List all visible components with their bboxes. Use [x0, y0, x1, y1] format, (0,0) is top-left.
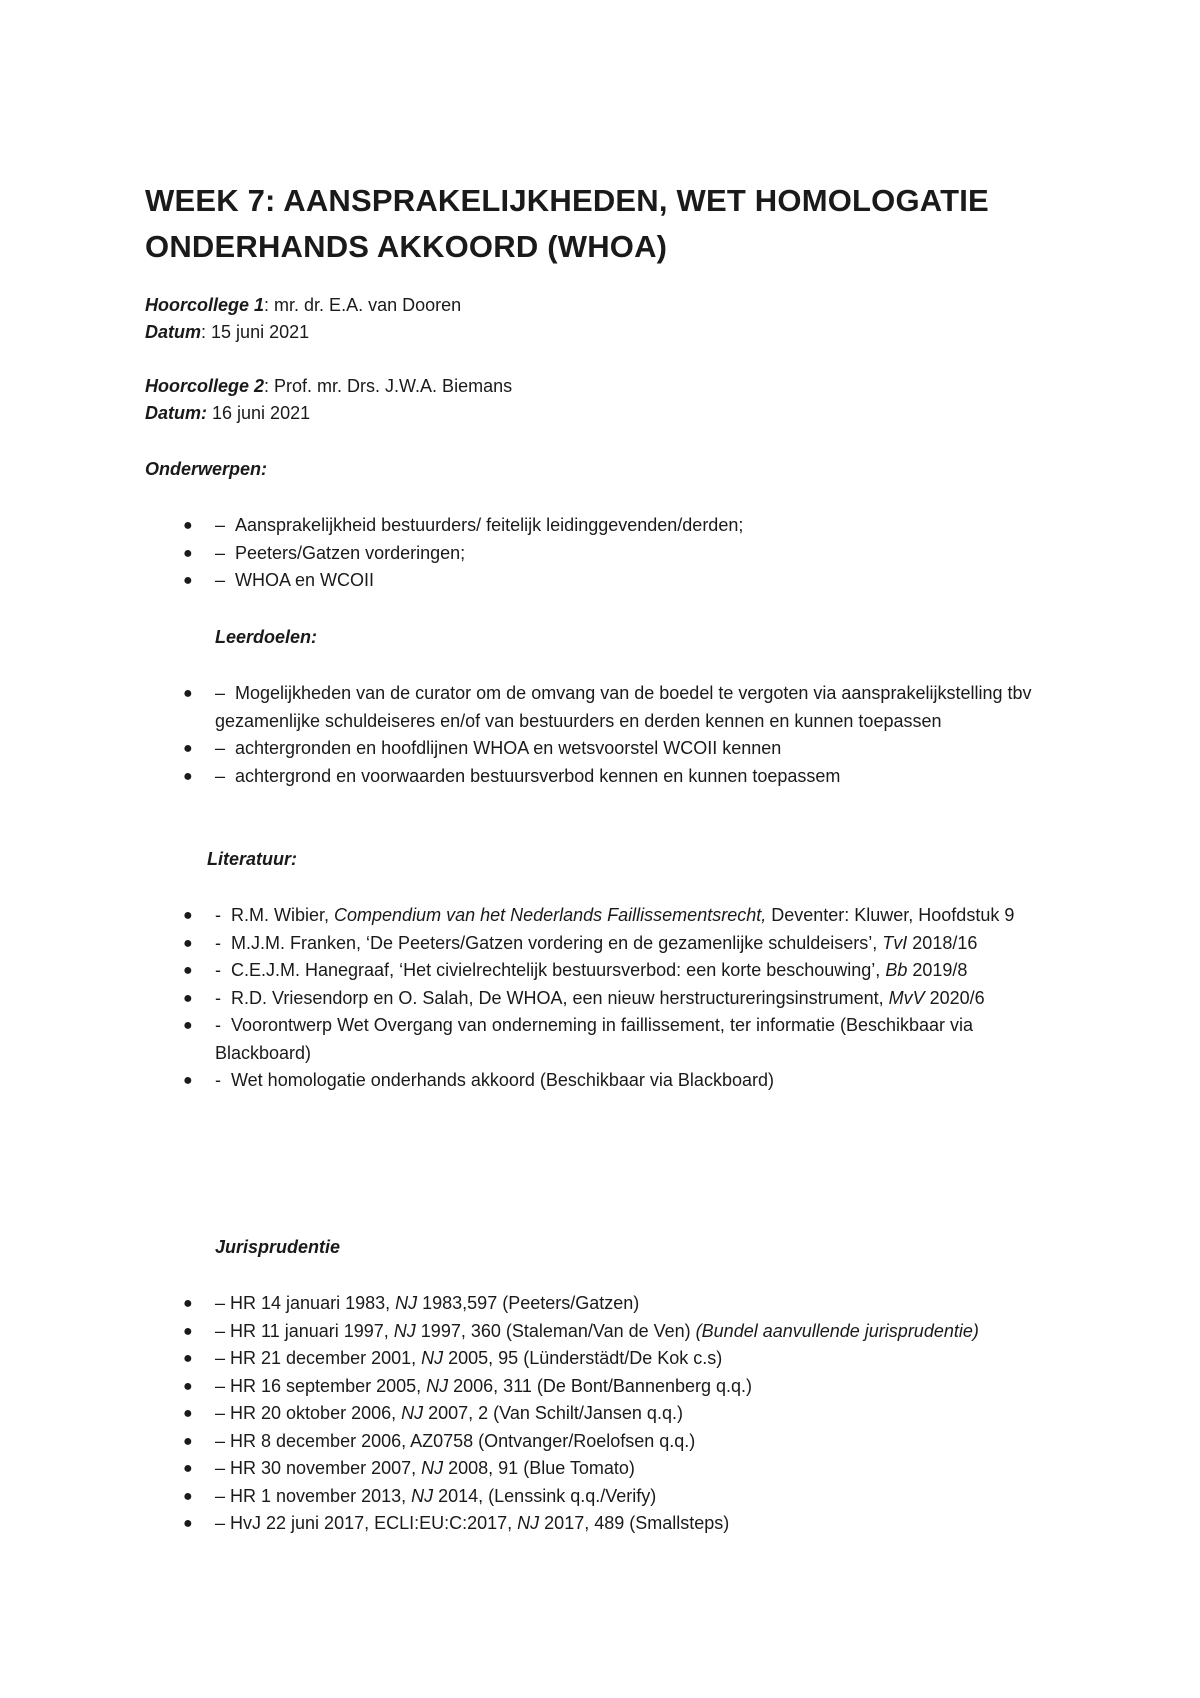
lecture-2-line: Hoorcollege 2: Prof. mr. Drs. J.W.A. Biemans	[145, 376, 513, 396]
bullet-icon: ●	[183, 1432, 193, 1450]
bullet-icon: ●	[183, 517, 193, 534]
lecture-1-line: Hoorcollege 1: mr. dr. E.A. van Dooren	[145, 295, 462, 315]
lecture-1-label: Hoorcollege 1	[145, 295, 265, 315]
leerdoelen-heading: Leerdoelen:	[215, 627, 318, 647]
bullet-icon: ●	[183, 1295, 193, 1312]
list-item: ● – achtergrond en voorwaarden bestuursverbod kennen en kunnen toepassem	[0, 763, 1060, 791]
bullet-icon: ●	[183, 685, 193, 702]
bullet-icon: ●	[183, 572, 193, 589]
literatuur-list	[0, 902, 1060, 1095]
bullet-icon: ●	[183, 740, 193, 757]
bullet-icon: ●	[183, 962, 193, 979]
bullet-icon: ●	[183, 1350, 193, 1367]
bullet-icon: ●	[183, 1322, 193, 1340]
bullet-icon: ●	[183, 989, 193, 1007]
bullet-icon: ●	[183, 1017, 193, 1034]
bullet-icon: ●	[183, 907, 193, 924]
bullet-icon: ●	[183, 1405, 193, 1422]
list-item: ● - R.D. Vriesendorp en O. Salah, De WHOA, een nieuw herstructureringsinstrument, MvV 2020/6	[0, 985, 1060, 1013]
list-item: ● – HR 16 september 2005, NJ 2006, 311 (De Bont/Bannenberg q.q.)	[0, 1373, 1060, 1401]
list-item: ● – HR 20 oktober 2006, NJ 2007, 2 (Van Schilt/Jansen q.q.)	[0, 1400, 1060, 1428]
bullet-icon: ●	[183, 1377, 193, 1395]
lecture-1-lecturer: mr. dr. E.A. van Dooren	[274, 295, 462, 315]
leerdoelen-list	[0, 680, 1060, 790]
list-item: ● – HR 30 november 2007, NJ 2008, 91 (Blue Tomato)	[0, 1455, 1060, 1483]
list-item: ● - R.M. Wibier, Compendium van het Nederlands Faillissementsrecht, Deventer: Kluwer, Hoofdstuk 9	[0, 902, 1060, 930]
list-item: ● – HR 8 december 2006, AZ0758 (Ontvanger/Roelofsen q.q.)	[0, 1428, 1060, 1456]
list-item: ● – HR 1 november 2013, NJ 2014, (Lenssink q.q./Verify)	[0, 1483, 1060, 1511]
lecture-2-date: 16 juni 2021	[212, 403, 311, 423]
list-item: ● – HR 11 januari 1997, NJ 1997, 360 (Staleman/Van de Ven) (Bundel aanvullende jurisprudentie)	[0, 1318, 1060, 1346]
jurisprudentie-heading: Jurisprudentie	[215, 1237, 341, 1257]
bullet-icon: ●	[183, 934, 193, 952]
list-item: ● – HR 14 januari 1983, NJ 1983,597 (Peeters/Gatzen)	[0, 1290, 1060, 1318]
bullet-icon: ●	[183, 1072, 193, 1089]
page-title: WEEK 7: AANSPRAKELIJKHEDEN, WET HOMOLOGATIE ONDERHANDS AKKOORD (WHOA)	[145, 183, 989, 264]
list-item: ● - C.E.J.M. Hanegraaf, ‘Het civielrechtelijk bestuursverbod: een korte beschouwing’, Bb 2019/8	[0, 957, 1060, 985]
bullet-icon: ●	[183, 544, 193, 562]
lecture-2-date-line	[145, 400, 310, 427]
lecture-1-date: 15 juni 2021	[211, 322, 310, 342]
bullet-icon: ●	[183, 1460, 193, 1477]
literatuur-heading: Literatuur:	[207, 849, 297, 869]
lecture-1-date-line: Datum: 15 juni 2021	[145, 322, 310, 342]
list-item: ● - Voorontwerp Wet Overgang van onderneming in faillissement, ter informatie (Beschikbaar via Blackboard)	[0, 1012, 1060, 1067]
lecture-2-label: Hoorcollege 2	[145, 376, 265, 396]
list-item: ● – Aansprakelijkheid bestuurders/ feitelijk leidinggevenden/derden;	[0, 512, 1060, 540]
jurisprudentie-list	[0, 1290, 1060, 1538]
list-item: ● - M.J.M. Franken, ‘De Peeters/Gatzen vordering en de gezamenlijke schuldeisers’, TvI 2018/16	[0, 930, 1060, 958]
list-item: ● - Wet homologatie onderhands akkoord (Beschikbaar via Blackboard)	[0, 1067, 1060, 1095]
lecture-2-date-label: Datum:	[145, 403, 207, 423]
bullet-icon: ●	[183, 1487, 193, 1505]
list-item: ● – HR 21 december 2001, NJ 2005, 95 (Lünderstädt/De Kok c.s)	[0, 1345, 1060, 1373]
lecture-2-lecturer: Prof. mr. Drs. J.W.A. Biemans	[274, 376, 513, 396]
bullet-icon: ●	[183, 767, 193, 785]
list-item: ● – WHOA en WCOII	[0, 567, 1060, 595]
onderwerpen-list	[0, 512, 1060, 595]
lecture-1-date-label: Datum	[145, 322, 202, 342]
list-item: ● – achtergronden en hoofdlijnen WHOA en wetsvoorstel WCOII kennen	[0, 735, 1060, 763]
onderwerpen-heading: Onderwerpen:	[145, 459, 268, 479]
list-item: ● – Peeters/Gatzen vorderingen;	[0, 540, 1060, 568]
list-item: ● – Mogelijkheden van de curator om de omvang van de boedel te vergoten via aansprakelijkstelling tbv gezamenlijke schuldeiseres en/of van bestuurders en derden kennen en kunnen toepassen	[0, 680, 1060, 735]
bullet-icon: ●	[183, 1515, 193, 1532]
list-item: ● – HvJ 22 juni 2017, ECLI:EU:C:2017, NJ 2017, 489 (Smallsteps)	[0, 1510, 1060, 1538]
